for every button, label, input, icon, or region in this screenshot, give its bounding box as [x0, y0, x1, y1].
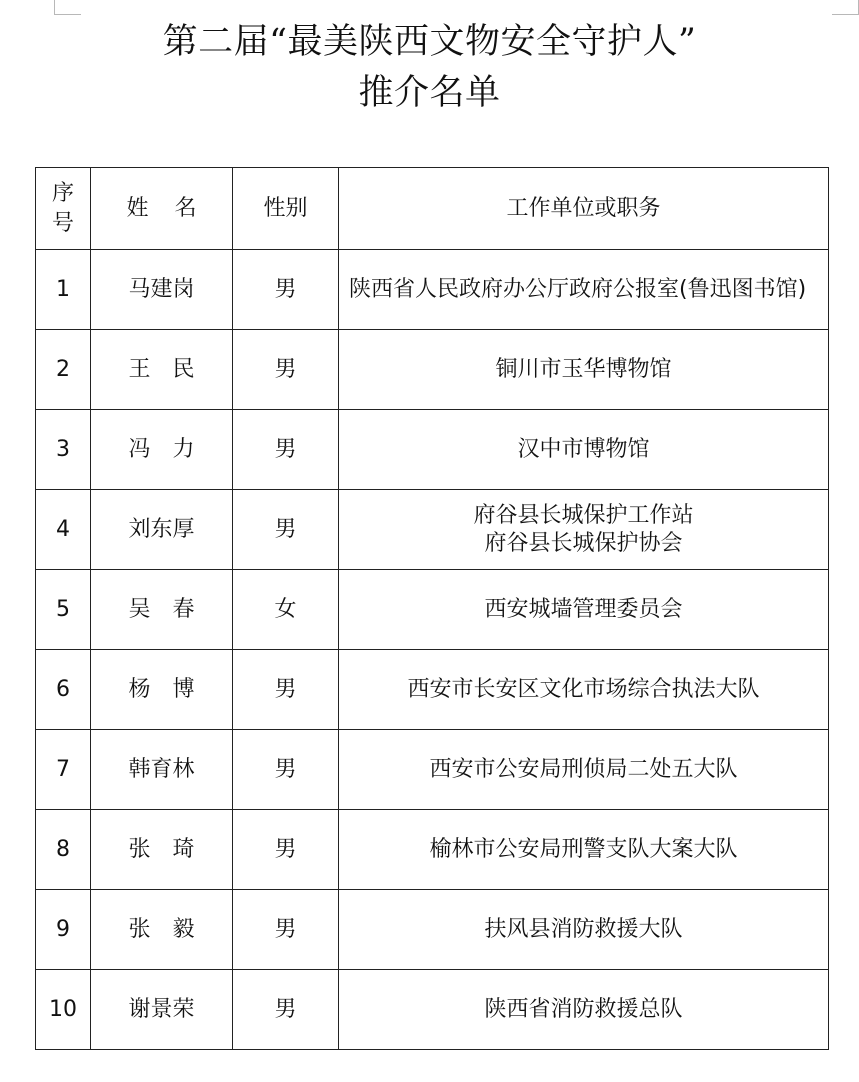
header-seq-label: 序号 [51, 180, 74, 236]
table-row [36, 650, 829, 730]
document-title-line-1: 第二届“最美陕西文物安全守护人” [162, 22, 697, 62]
cell-seq: 2 [36, 330, 91, 410]
header-gender: 性别 [233, 168, 339, 250]
cell-name: 刘东厚 [91, 490, 233, 570]
cell-gender: 男 [233, 810, 339, 890]
cell-unit-line: 西安市公安局刑侦局二处五大队 [429, 756, 738, 782]
cell-seq: 4 [36, 490, 91, 570]
cell-unit [339, 890, 829, 970]
cell-unit-line: 铜川市玉华博物馆 [495, 356, 672, 382]
table-row [36, 410, 829, 490]
table-row [36, 490, 829, 570]
cell-name: 韩育林 [91, 730, 233, 810]
cell-unit-line: 榆林市公安局刑警支队大案大队 [429, 836, 738, 862]
table-header-row [36, 168, 829, 250]
cell-gender: 男 [233, 330, 339, 410]
header-seq [36, 168, 91, 250]
cell-seq: 5 [36, 570, 91, 650]
table-row [36, 570, 829, 650]
table-row [36, 250, 829, 330]
table-row [36, 330, 829, 410]
cell-unit [339, 490, 829, 570]
crop-mark-left [54, 0, 81, 15]
cell-gender: 男 [233, 250, 339, 330]
cell-gender: 男 [233, 890, 339, 970]
cell-name: 杨 博 [91, 650, 233, 730]
cell-gender: 男 [233, 410, 339, 490]
cell-unit [339, 650, 829, 730]
table-row [36, 890, 829, 970]
header-unit: 工作单位或职务 [339, 168, 829, 250]
cell-unit-line: 西安市长安区文化市场综合执法大队 [407, 676, 760, 702]
cell-name: 谢景荣 [91, 970, 233, 1050]
cell-unit [339, 410, 829, 490]
cell-unit-line: 西安城墙管理委员会 [484, 596, 683, 622]
cell-unit-line: 府谷县长城保护工作站 [473, 502, 694, 528]
crop-mark-right [832, 0, 859, 15]
table-row [36, 970, 829, 1050]
cell-unit [339, 250, 829, 330]
cell-seq: 9 [36, 890, 91, 970]
cell-name: 吴 春 [91, 570, 233, 650]
cell-gender: 男 [233, 650, 339, 730]
cell-gender: 男 [233, 730, 339, 810]
cell-unit [339, 330, 829, 410]
cell-unit [339, 970, 829, 1050]
cell-seq: 10 [36, 970, 91, 1050]
cell-seq: 1 [36, 250, 91, 330]
cell-unit-line: 陕西省人民政府办公厅政府公报室(鲁迅图书馆) [349, 276, 807, 302]
cell-seq: 8 [36, 810, 91, 890]
cell-gender: 男 [233, 970, 339, 1050]
cell-unit-line: 汉中市博物馆 [517, 436, 650, 462]
cell-gender: 男 [233, 490, 339, 570]
table-row [36, 730, 829, 810]
cell-unit [339, 730, 829, 810]
cell-seq: 3 [36, 410, 91, 490]
nominee-table [35, 167, 829, 1050]
cell-unit-line: 陕西省消防救援总队 [484, 996, 683, 1022]
cell-name: 张 琦 [91, 810, 233, 890]
cell-name: 王 民 [91, 330, 233, 410]
header-name [91, 168, 233, 250]
cell-gender: 女 [233, 570, 339, 650]
table-row [36, 810, 829, 890]
cell-seq: 7 [36, 730, 91, 810]
cell-unit-line: 府谷县长城保护协会 [484, 530, 683, 556]
cell-name: 张 毅 [91, 890, 233, 970]
cell-unit-line: 扶风县消防救援大队 [484, 916, 683, 942]
document-title-line-2: 推介名单 [358, 73, 501, 113]
cell-unit [339, 810, 829, 890]
cell-seq: 6 [36, 650, 91, 730]
cell-name: 冯 力 [91, 410, 233, 490]
header-name-label: 姓名 [126, 195, 223, 221]
cell-name: 马建岗 [91, 250, 233, 330]
cell-unit [339, 570, 829, 650]
